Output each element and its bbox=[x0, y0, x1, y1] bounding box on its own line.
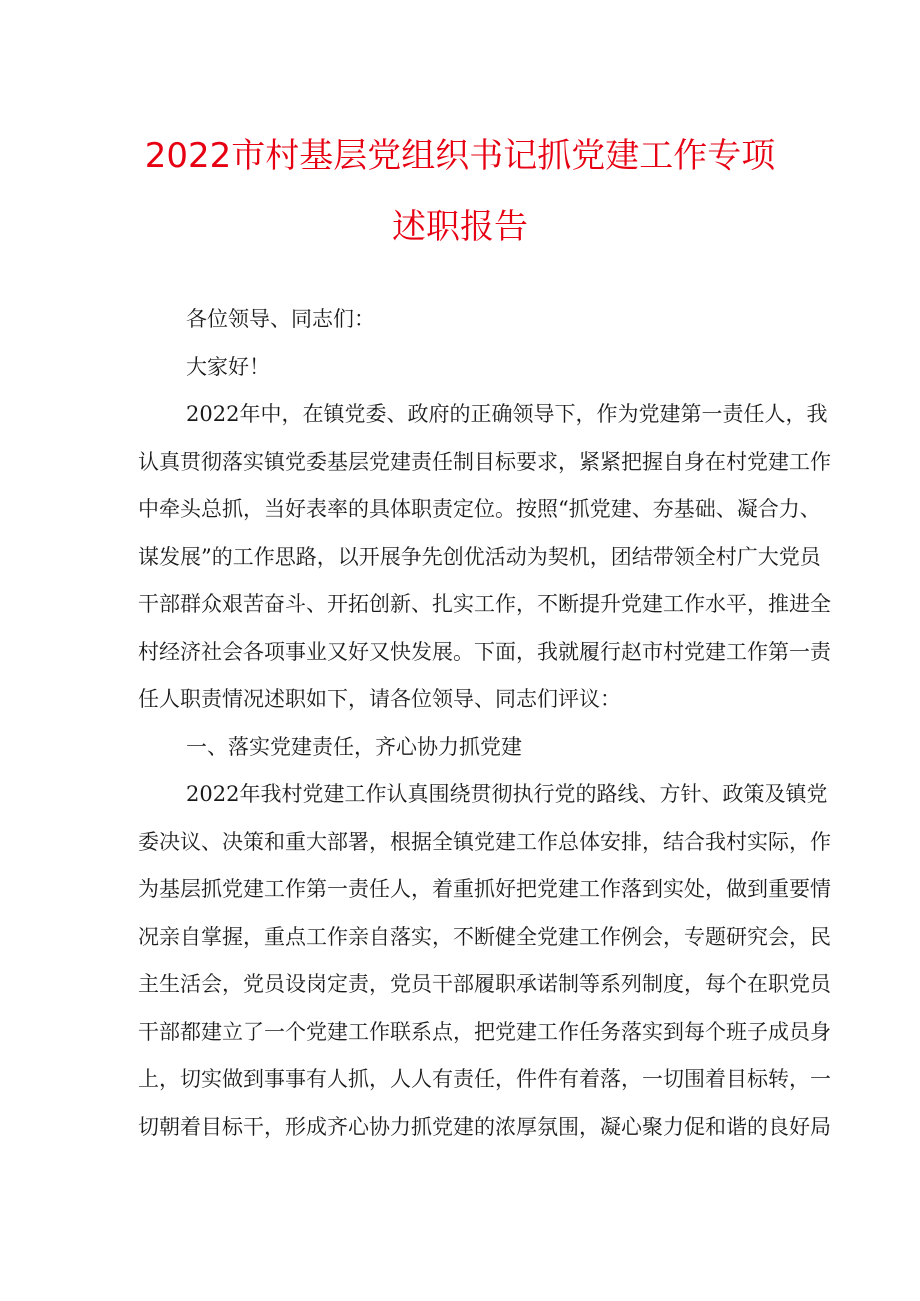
body-line-text: 委决议、决策和重大部署，根据全镇党建工作总体安排，结合我村实际，作 bbox=[138, 829, 831, 854]
body-line bbox=[138, 1009, 831, 1057]
body-line-text: 干部都建立了一个党建工作联系点，把党建工作任务落实到每个班子成员身 bbox=[138, 1019, 831, 1044]
body-line-text: 切朝着目标干，形成齐心协力抓党建的浓厚氛围，凝心聚力促和谐的良好局 bbox=[138, 1114, 831, 1139]
body-line-text: 主生活会，党员设岗定责，党员干部履职承诺制等系列制度，每个在职党员 bbox=[138, 972, 831, 996]
body-line bbox=[138, 771, 828, 819]
section-heading bbox=[138, 724, 798, 772]
body-line-text: 各位领导、同志们： bbox=[186, 307, 375, 331]
body-line-text: 2022年中，在镇党委、政府的正确领导下，作为党建第一责任人，我 bbox=[186, 402, 828, 426]
body-line-text: 上，切实做到事事有人抓，人人有责任，件件有着落，一切围着目标转，一 bbox=[138, 1067, 831, 1091]
body-line-text: 村经济社会各项事业又好又快发展。下面，我就履行赵市村党建工作第一责 bbox=[138, 639, 831, 664]
body-line-text: 认真贯彻落实镇党委基层党建责任制目标要求，紧紧把握自身在村党建工作 bbox=[138, 449, 831, 474]
body-line bbox=[138, 391, 828, 439]
document-title-line-2: 述职报告 bbox=[392, 207, 528, 247]
body-line-text: 2022年我村党建工作认真围绕贯彻执行党的路线、方针、政策及镇党 bbox=[186, 782, 828, 806]
body-line bbox=[138, 296, 798, 344]
body-line-text: 大家好！ bbox=[186, 354, 270, 379]
body-line bbox=[138, 676, 798, 724]
body-line bbox=[138, 439, 831, 487]
body-line bbox=[138, 486, 821, 534]
document-title-line-1: 2022市村基层党组织书记抓党建工作专项 bbox=[144, 136, 776, 176]
body-line bbox=[138, 1056, 831, 1104]
document-body bbox=[138, 296, 831, 1151]
body-line-text: 况亲自掌握，重点工作亲自落实，不断健全党建工作例会，专题研究会，民 bbox=[138, 924, 831, 949]
body-line bbox=[138, 1104, 831, 1152]
body-line bbox=[138, 914, 831, 962]
body-line bbox=[138, 534, 821, 582]
body-line bbox=[138, 961, 831, 1009]
body-line-text: 为基层抓党建工作第一责任人，着重抓好把党建工作落到实处，做到重要情 bbox=[138, 877, 831, 901]
body-line-text: 中牵头总抓，当好表率的具体职责定位。按照“抓党建、夯基础、凝合力、 bbox=[138, 497, 821, 521]
body-line-text: 谋发展”的工作思路，以开展争先创优活动为契机，团结带领全村广大党员 bbox=[138, 544, 821, 569]
body-line bbox=[138, 581, 831, 629]
body-line bbox=[138, 866, 831, 914]
body-line bbox=[138, 344, 798, 392]
body-line bbox=[138, 629, 831, 677]
body-line bbox=[138, 819, 831, 867]
body-line-text: 任人职责情况述职如下，请各位领导、同志们评议： bbox=[138, 687, 621, 711]
section-heading-text: 一、落实党建责任，齐心协力抓党建 bbox=[186, 734, 522, 759]
body-line-text: 干部群众艰苦奋斗、开拓创新、扎实工作，不断提升党建工作水平，推进全 bbox=[138, 592, 831, 616]
